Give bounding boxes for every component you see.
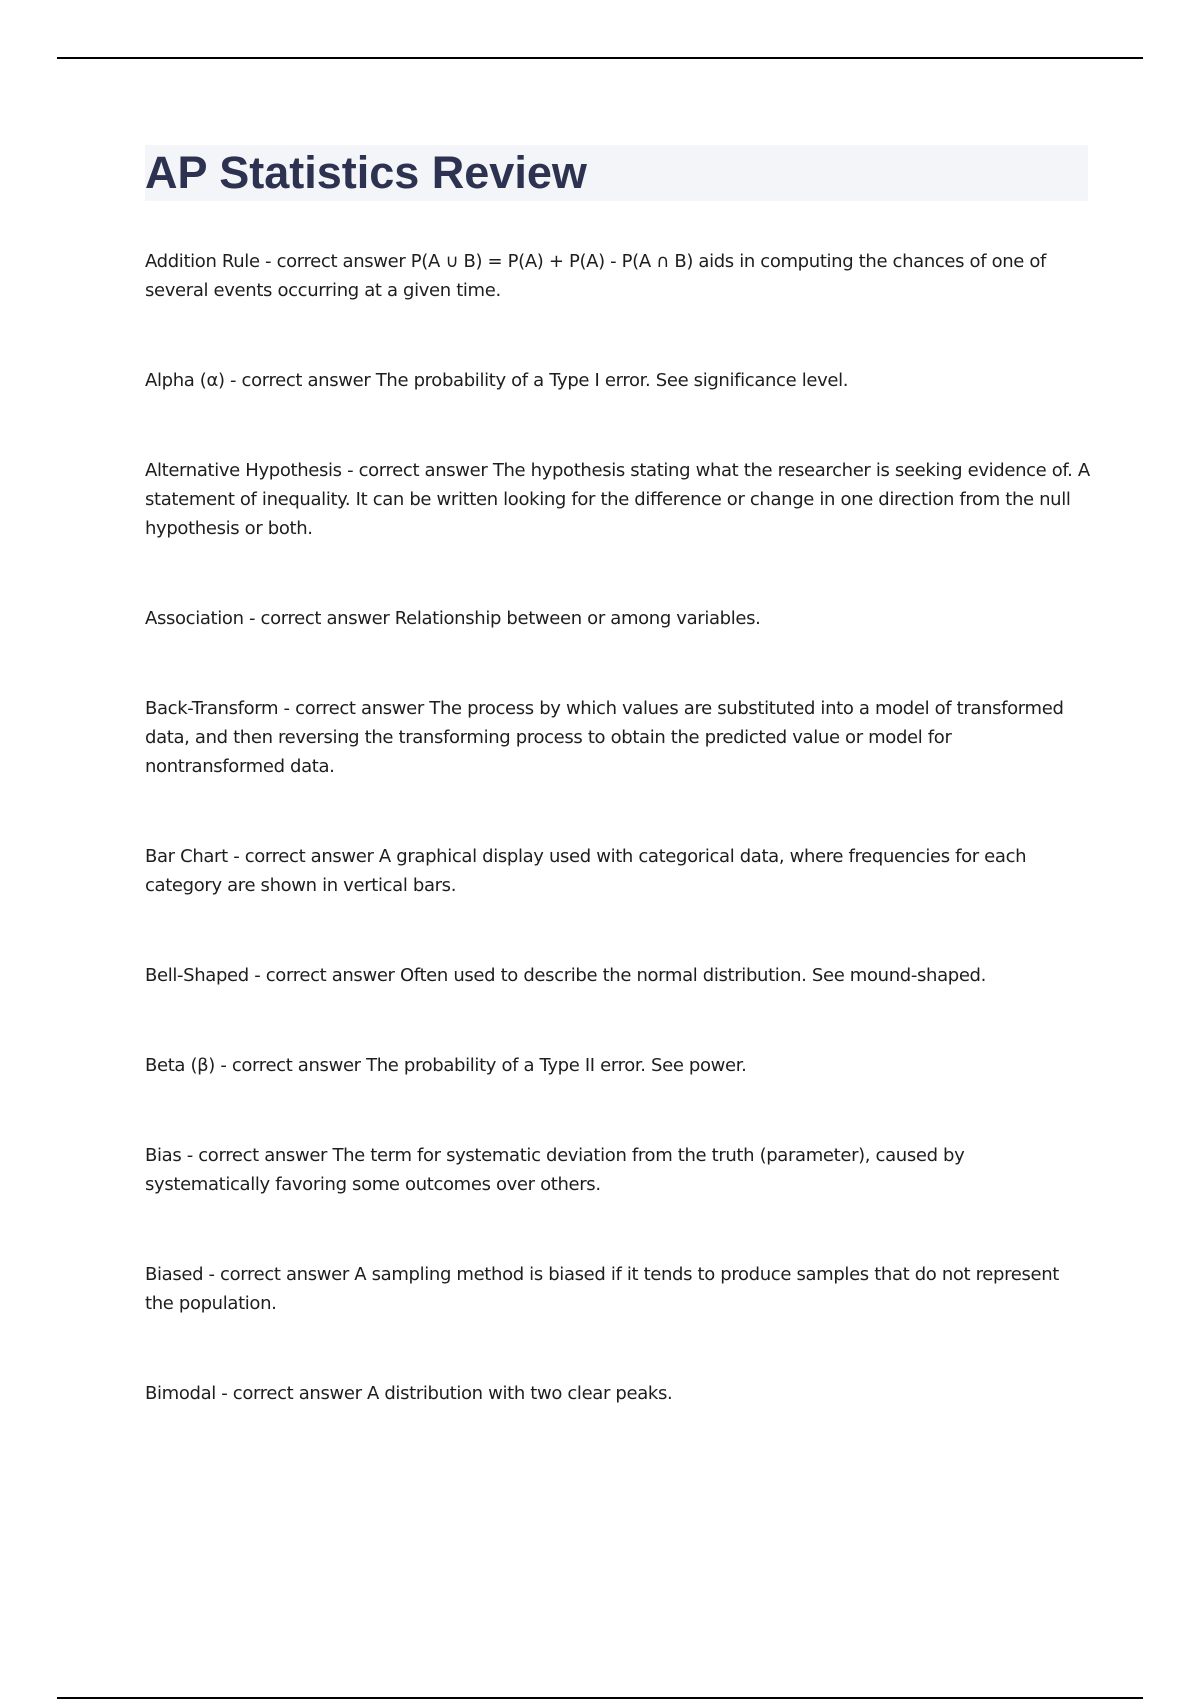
- glossary-entry-association: Association - correct answer Relationship between or among variables.: [145, 608, 761, 629]
- glossary-list: [145, 247, 1090, 1469]
- glossary-entry-alternative-hypothesis: Alternative Hypothesis - correct answer The hypothesis stating what the researcher is seeking evidence of. A statement of inequality. It can be written looking for the difference or change in one direction from the null hypothesis or both.: [145, 460, 1090, 539]
- glossary-entry-alpha: Alpha (α) - correct answer The probability of a Type I error. See significance level.: [145, 370, 849, 391]
- top-rule: [57, 57, 1143, 59]
- glossary-entry-beta: Beta (β) - correct answer The probability of a Type II error. See power.: [145, 1055, 747, 1076]
- page-title: AP Statistics Review: [145, 147, 587, 198]
- glossary-entry-bar-chart: Bar Chart - correct answer A graphical display used with categorical data, where frequencies for each category are shown in vertical bars.: [145, 846, 1027, 896]
- glossary-entry-bimodal: Bimodal - correct answer A distribution with two clear peaks.: [145, 1383, 673, 1404]
- bottom-rule: [57, 1697, 1143, 1699]
- glossary-entry-back-transform: Back-Transform - correct answer The process by which values are substituted into a model of transformed data, and then reversing the transforming process to obtain the predicted value or model for nontransformed data.: [145, 698, 1064, 777]
- glossary-entry-bias: Bias - correct answer The term for systematic deviation from the truth (parameter), caused by systematically favoring some outcomes over others.: [145, 1145, 965, 1195]
- glossary-entry-biased: Biased - correct answer A sampling method is biased if it tends to produce samples that do not represent the population.: [145, 1264, 1059, 1314]
- glossary-entry-addition-rule: Addition Rule - correct answer P(A ∪ B) = P(A) + P(A) - P(A ∩ B) aids in computing the chances of one of several events occurring at a given time.: [145, 251, 1047, 301]
- glossary-entry-bell-shaped: Bell-Shaped - correct answer Often used to describe the normal distribution. See mound-shaped.: [145, 965, 986, 986]
